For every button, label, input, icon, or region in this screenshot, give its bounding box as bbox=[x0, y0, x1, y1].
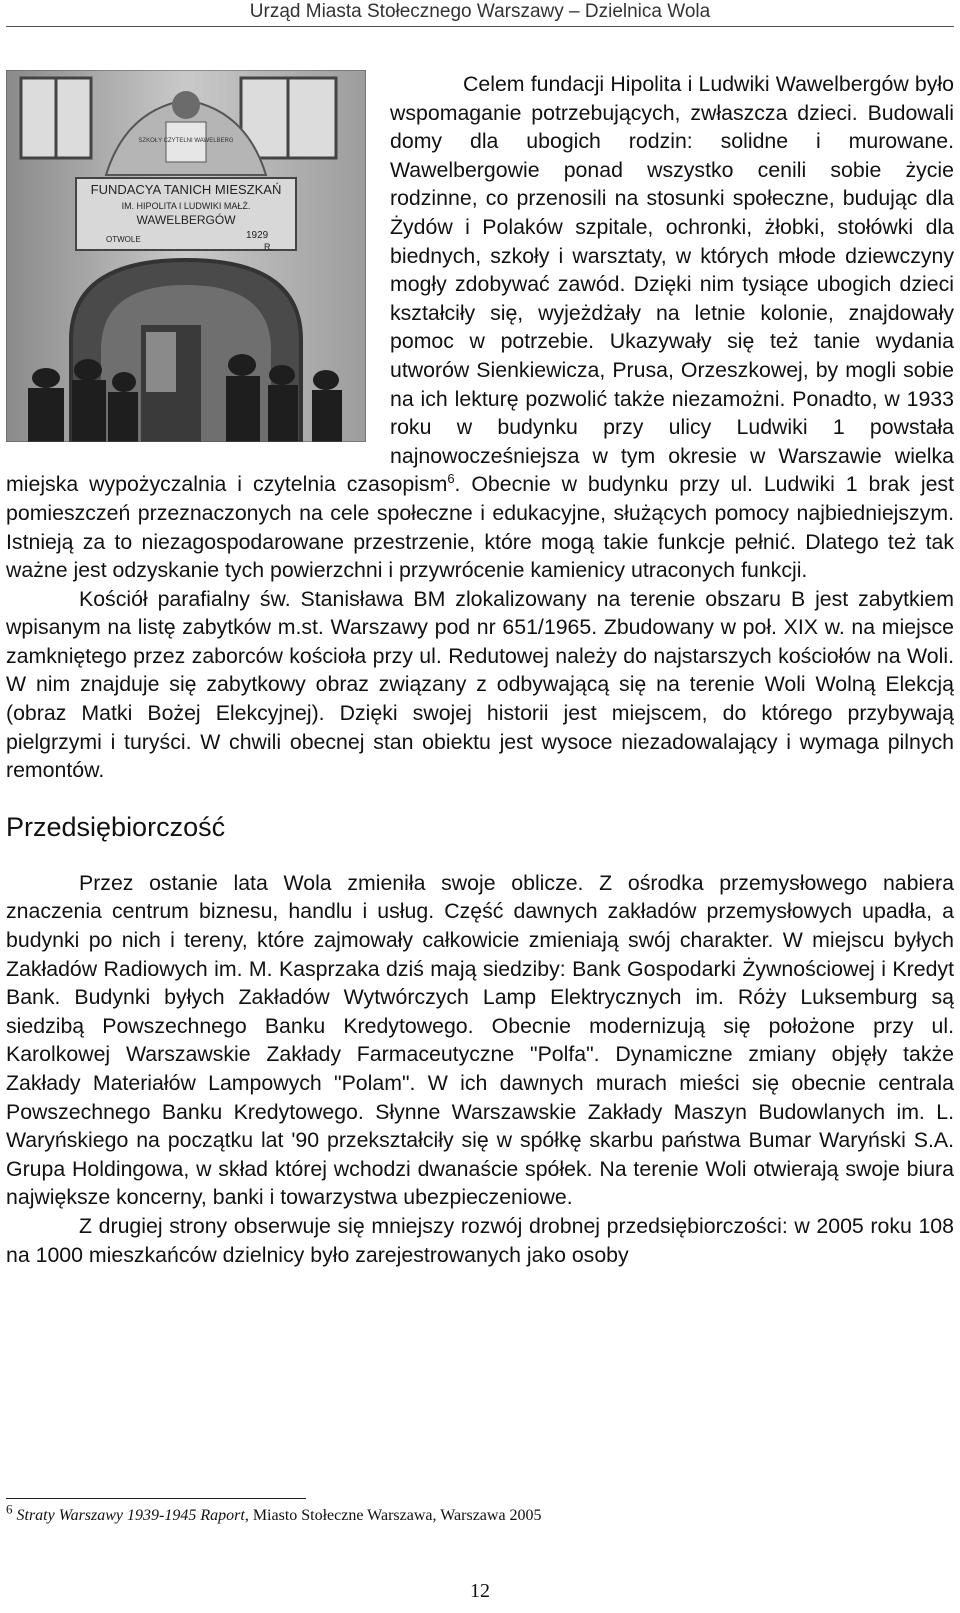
footnote-number: 6 bbox=[6, 1501, 13, 1517]
sign-line-3: WAWELBERGÓW bbox=[136, 213, 236, 227]
footnote bbox=[6, 1501, 542, 1527]
page-header: Urząd Miasta Stołecznego Warszawy – Dzielnica Wola bbox=[249, 1, 711, 22]
sign-line-1: FUNDACYA TANICH MIESZKAŃ bbox=[90, 182, 282, 197]
paragraph-wawelberg-text-a: Celem fundacji Hipolita i Ludwiki Wawelbergów było wspomaganie potrzebujących, zwłaszcza dzieci. Budowali domy dla ubogich rodzin: solidne i murowane. Wawelbergowie ponad wszystko cenili sobie życie rodzinne, co przenosili na stosunki społeczne, budując dla Żydów i Polaków szpitale, ochronki, żłobki, stołówki dla biednych, szkoły i warsztaty, w których młode dziewczyny mogły zdobywać zawód. Dzięki nim tysiące ubogich dzieci kształciły się, wyjeżdżały na letnie kolonie, znajdowały pomoc w potrzebie. Ukazywały się też tanie wydania utworów Sienkiewicza, Prusa, Orzeszkowej, by mogli sobie na ich lekturę pozwolić także niezamożni. Ponadto, w 1933 roku w budynku przy ulicy Ludwiki 1 powstała najnowocześniejsza w tym okresie w Warszawie wielka miejska wypożyczalnia i czytelnia czasopism bbox=[6, 72, 954, 497]
footnote-rest: , Miasto Stołeczne Warszawa, Warszawa 2005 bbox=[244, 1507, 542, 1524]
top-plaque-text: SZKOŁY CZYTELNI WAWELBERG bbox=[138, 138, 234, 144]
page-number: 12 bbox=[470, 1580, 490, 1602]
section-heading: Przedsiębiorczość bbox=[6, 811, 226, 842]
footnote-title: Straty Warszawy 1939-1945 Raport bbox=[16, 1507, 245, 1524]
sign-line-4: OTWOLE bbox=[106, 235, 141, 244]
document-body bbox=[6, 70, 954, 1269]
paragraph-wawelberg-text-b: . Obecnie w budynku przy ul. Ludwiki 1 brak jest pomieszczeń przeznaczonych na cele społeczne i edukacyjne, służących pomocy najbiedniejszym. Istnieją za to niezagospodarowane przestrzenie, które mogą takie funkcje pełnić. Dlatego też tak ważne jest odzyskanie tych powierzchni i przywrócenie kamienicy utraconych funkcji. bbox=[6, 472, 954, 583]
paragraph-business: Przez ostanie lata Wola zmieniła swoje oblicze. Z ośrodka przemysłowego nabiera znaczenia centrum biznesu, handlu i usług. Część dawnych zakładów przemysłowych upadła, a budynki po nich i tereny, które zajmowały całkowicie zmieniają swój charakter. W miejscu byłych Zakładów Radiowych im. M. Kasprzaka dziś mają siedziby: Bank Gospodarki Żywnościowej i Kredyt Bank. Budynki byłych Zakładów Wytwórczych Lamp Elektrycznych im. Róży Luksemburg są siedzibą Powszechnego Banku Kredytowego. Obecnie modernizują się położone przy ul. Karolkowej Warszawskie Zakłady Farmaceutyczne "Polfa". Dynamiczne zmiany objęły także Zakłady Materiałów Lampowych "Polam". W ich dawnych murach mieści się obecnie centrala Powszechnego Banku Kredytowego. Słynne Warszawskie Zakłady Maszyn Budowlanych im. L. Waryńskiego na początku lat '90 przekształciły się w spółkę skarbu państwa Bumar Waryński S.A. Grupa Holdingowa, w skład której wchodzi dwanaście spółek. Na terenie Woli otwierają swoje biura największe koncerny, banki i towarzystwa ubezpieczeniowe. bbox=[6, 870, 954, 1210]
header-divider bbox=[6, 26, 954, 27]
footnote-divider bbox=[6, 1498, 306, 1499]
paragraph-small-business: Z drugiej strony obserwuje się mniejszy rozwój drobnej przedsiębiorczości: w 2005 roku 108 na 1000 mieszkańców dzielnicy było zarejestrowanych jako osoby bbox=[6, 1213, 954, 1267]
sign-line-5: 1929 bbox=[246, 230, 269, 241]
footnote-reference: 6 bbox=[447, 471, 455, 487]
sign-line-2: IM. HIPOLITA I LUDWIKI MAŁŻ. bbox=[121, 201, 251, 211]
paragraph-wawelberg bbox=[6, 70, 954, 585]
paragraph-church: Kościół parafialny św. Stanisława BM zlokalizowany na terenie obszaru B jest zabytkiem wpisanym na listę zabytków m.st. Warszawy pod nr 651/1965. Zbudowany w poł. XIX w. na miejsce zamkniętego przez zaborców kościoła przy ul. Redutowej należy do najstarszych kościołów na Woli. W nim znajduje się zabytkowy obraz związany z odbywającą się na terenie Woli Wolną Elekcją (obraz Matki Bożej Elekcyjnej). Dzięki swojej historii jest miejscem, do którego przybywają pielgrzymi i turyści. W chwili obecnej stan obiektu jest wysoce niezadowalający i wymaga pilnych remontów. bbox=[6, 586, 954, 783]
building-photo bbox=[6, 70, 376, 442]
sign-line-6: R. bbox=[264, 242, 273, 252]
